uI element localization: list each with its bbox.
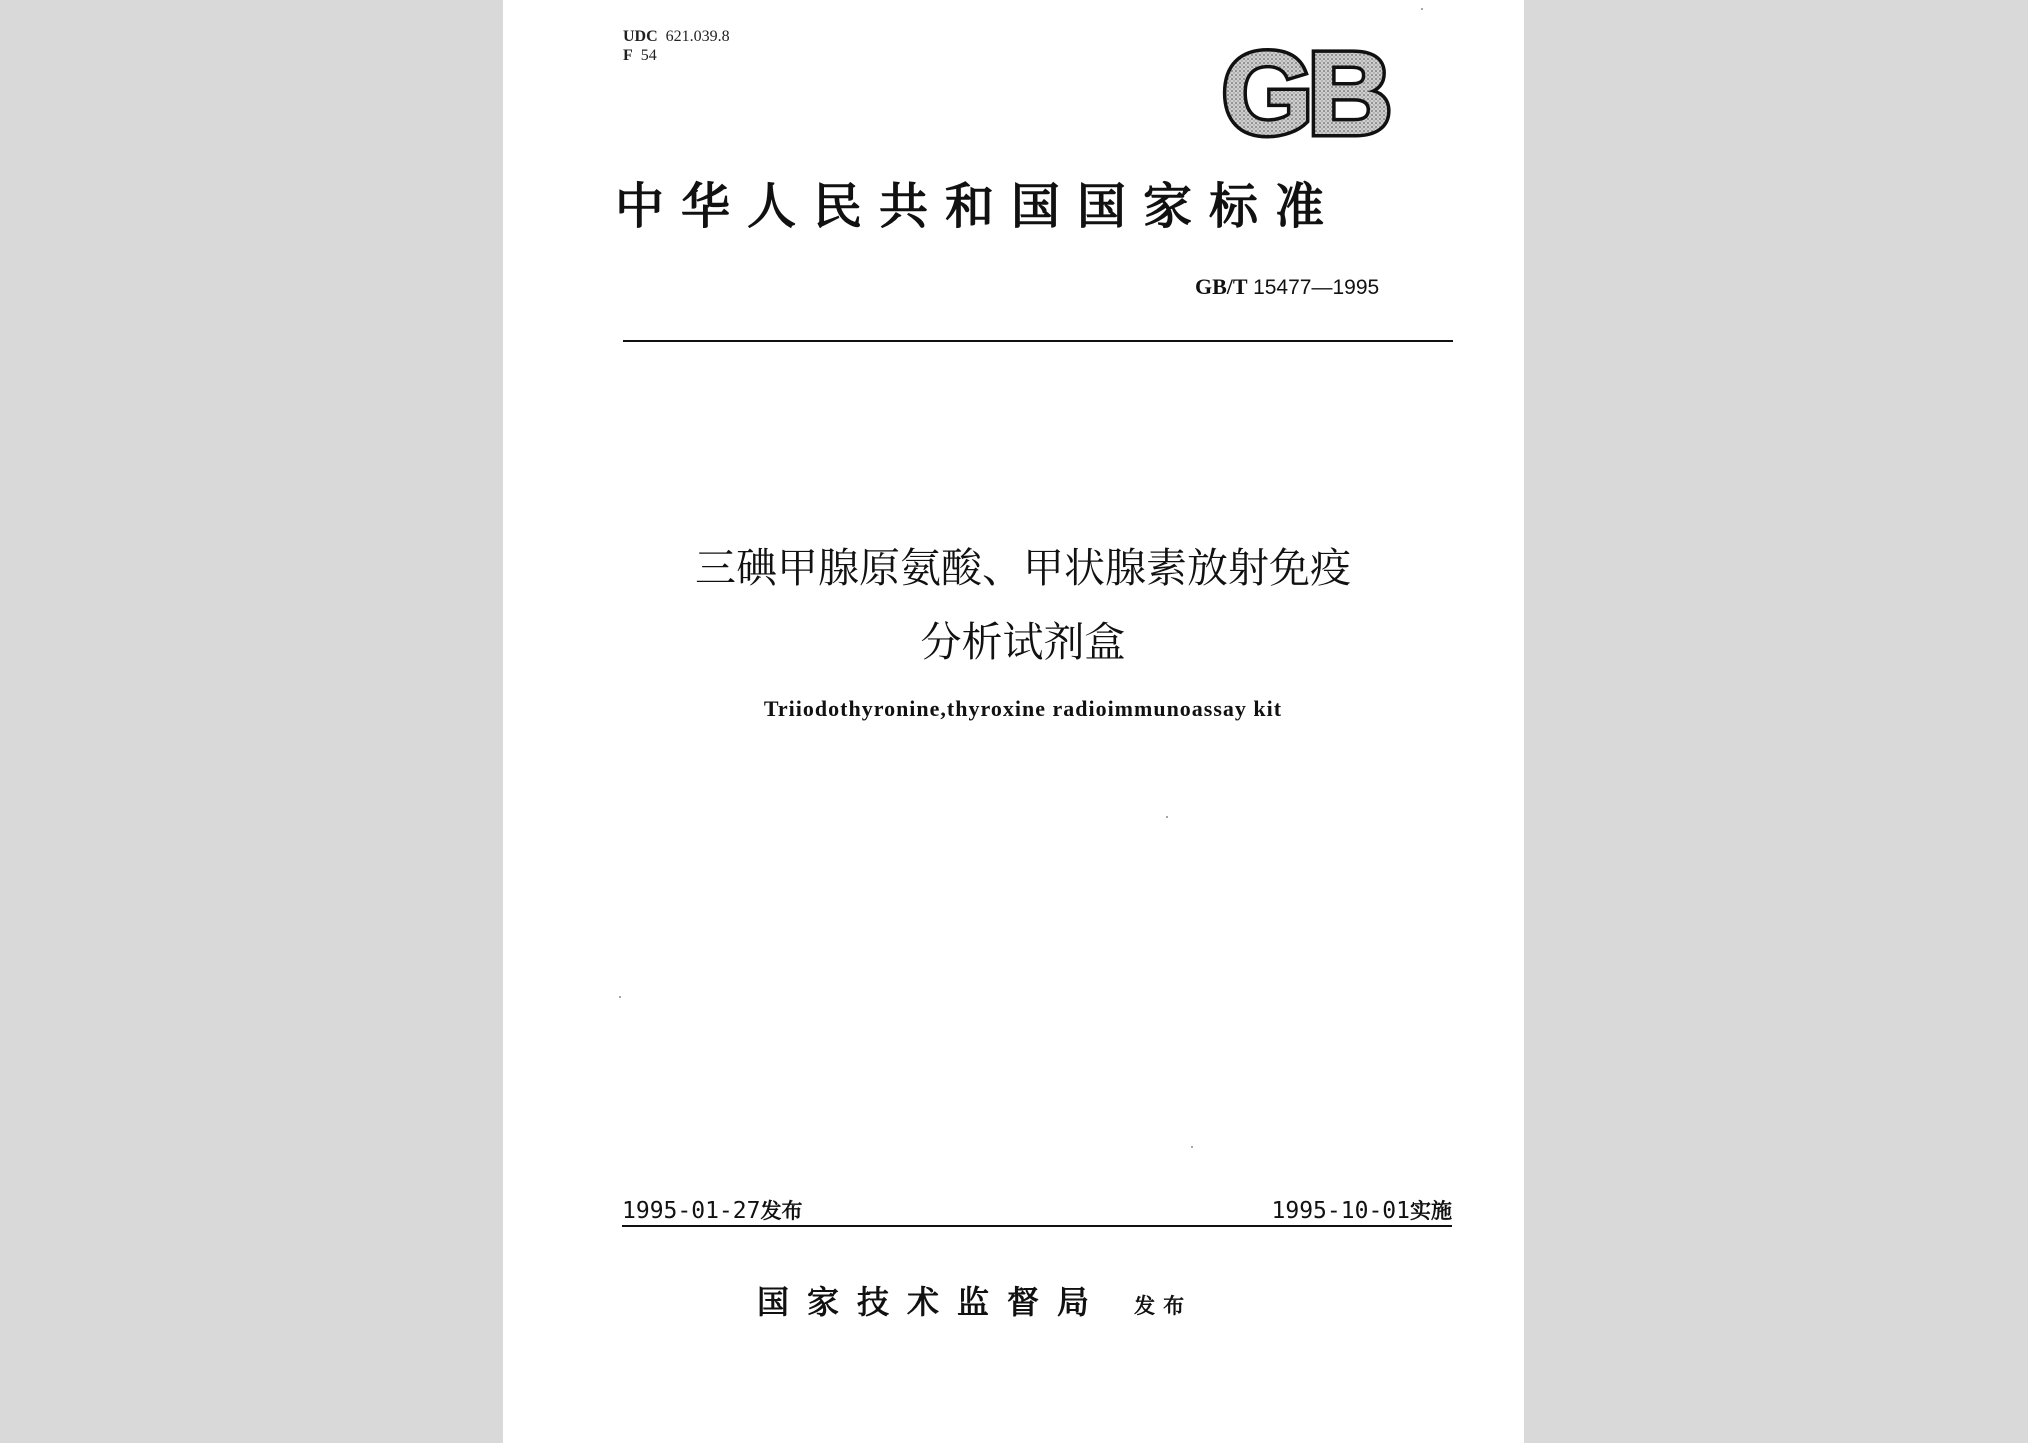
effective-date-label: 实施 bbox=[1410, 1199, 1452, 1223]
standard-number bbox=[1195, 274, 1379, 300]
standard-prefix: GB/T bbox=[1195, 274, 1248, 299]
class-value: 54 bbox=[640, 47, 657, 64]
issuer-organization: 国家技术监督局 bbox=[757, 1283, 1108, 1321]
scan-speck bbox=[1166, 816, 1168, 818]
document-page bbox=[503, 0, 1524, 1443]
udc-label: UDC bbox=[623, 28, 658, 45]
chinese-title-line-1: 三碘甲腺原氨酸、甲状腺素放射免疫 bbox=[695, 544, 1351, 592]
scan-speck bbox=[1191, 1146, 1193, 1148]
gb-logo-text: GB bbox=[1221, 42, 1387, 144]
udc-value: 621.039.8 bbox=[665, 28, 730, 45]
national-standard-heading: 中华人民共和国国家标准 bbox=[615, 178, 1342, 235]
udc-row bbox=[623, 27, 730, 46]
english-title: Triiodothyronine,thyroxine radioimmunoassay kit bbox=[763, 696, 1283, 721]
chinese-title-line-2: 分析试剂盒 bbox=[920, 618, 1126, 666]
class-row bbox=[623, 46, 730, 65]
effective-date bbox=[1272, 1195, 1452, 1225]
scan-speck bbox=[619, 996, 621, 998]
classification-codes bbox=[623, 27, 730, 65]
effective-date-value: 1995-10-01 bbox=[1271, 1198, 1410, 1224]
class-label: F bbox=[623, 47, 633, 64]
issuing-authority bbox=[757, 1277, 1192, 1323]
issue-date-value: 1995-01-27 bbox=[622, 1198, 761, 1224]
footer-divider bbox=[622, 1225, 1452, 1227]
issuer-action: 发布 bbox=[1134, 1294, 1193, 1318]
standard-code: 15477—1995 bbox=[1253, 276, 1380, 299]
dates-row bbox=[622, 1195, 1452, 1225]
gb-logo bbox=[1211, 42, 1397, 144]
header-divider bbox=[623, 340, 1453, 342]
issue-date-label: 发布 bbox=[760, 1199, 803, 1223]
issue-date bbox=[622, 1195, 802, 1225]
chinese-title bbox=[623, 531, 1423, 679]
scan-speck bbox=[1421, 8, 1423, 10]
